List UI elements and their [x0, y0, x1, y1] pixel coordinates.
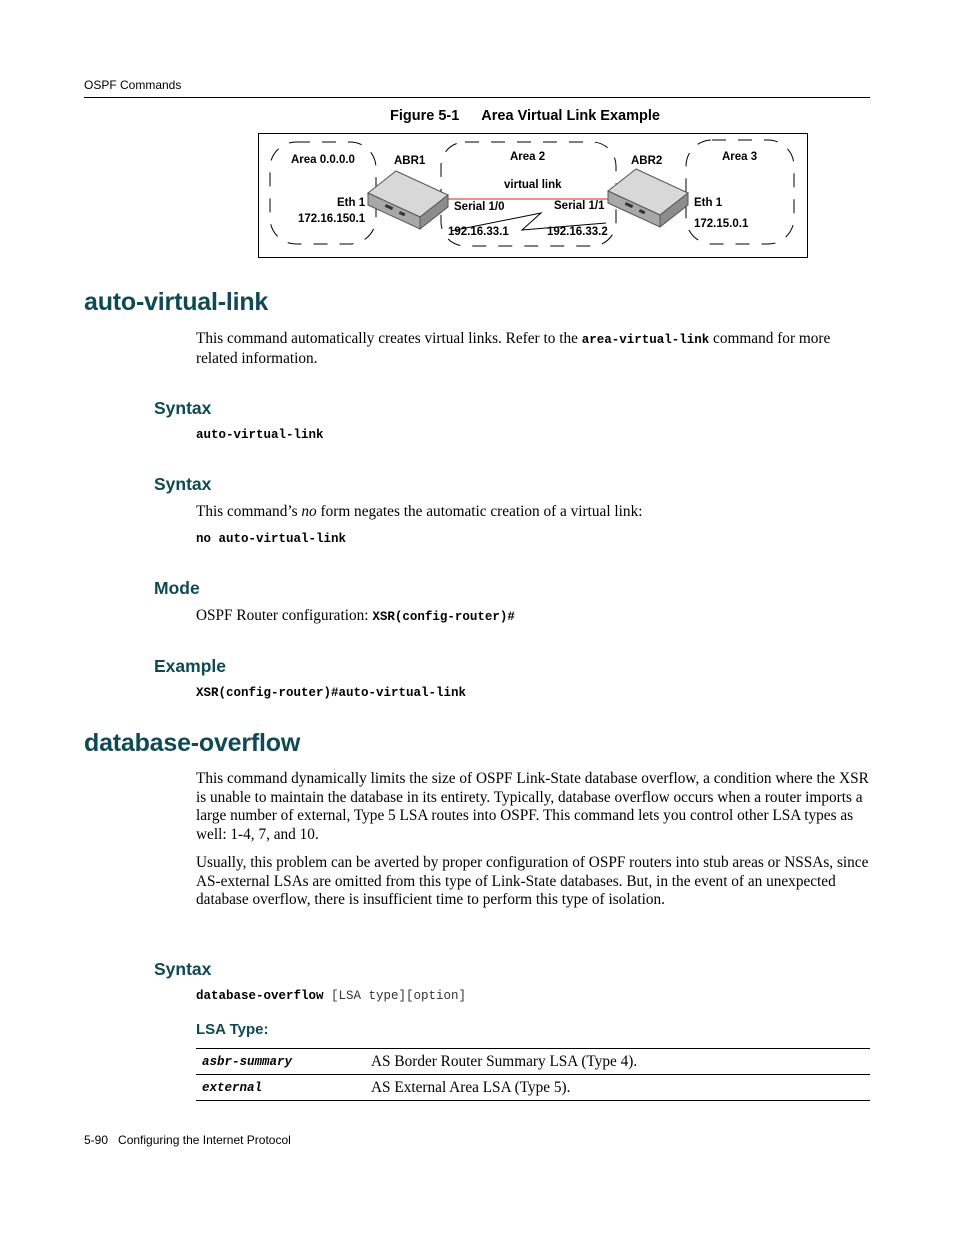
- running-head: OSPF Commands: [84, 78, 182, 92]
- example-heading: Example: [154, 656, 226, 676]
- label-eth1-left: Eth 1: [337, 197, 366, 209]
- database-overflow-para1: This command dynamically limits the size of OSPF Link-State database overflow, a condition where the XSR is unable to maintain the database in its entirety. Typically, database overflow occurs when a router imports a large number of external, Type 5 LSA routes into OSPF. This command lets you control other LSA types as well: 1-4, 7, and 10.: [196, 770, 869, 844]
- syntax-arguments: [LSA type][option]: [323, 989, 467, 1003]
- header-rule: [84, 97, 870, 98]
- lsa-key: asbr-summary: [196, 1049, 365, 1075]
- label-serial10: Serial 1/0: [454, 201, 505, 213]
- table-row: [196, 1075, 870, 1101]
- chapter-title: Configuring the Internet Protocol: [118, 1133, 291, 1147]
- mode-description: OSPF Router configuration: XSR(config-router)#: [196, 607, 515, 624]
- label-area2: Area 2: [510, 151, 546, 163]
- figure-number: Figure 5-1: [390, 108, 460, 124]
- example-command: XSR(config-router)#auto-virtual-link: [196, 686, 467, 700]
- label-abr1: ABR1: [394, 155, 426, 167]
- database-overflow-syntax: database-overflow [LSA type][option]: [196, 989, 467, 1003]
- lsa-description: AS External Area LSA (Type 5).: [365, 1075, 870, 1101]
- no-form-description: This command’s no form negates the automatic creation of a virtual link:: [196, 503, 643, 520]
- mode-prompt: XSR(config-router)#: [372, 610, 515, 624]
- syntax-heading-no-form: Syntax: [154, 474, 212, 494]
- label-ip-left: 172.16.150.1: [298, 213, 366, 225]
- lsa-key: external: [196, 1075, 365, 1101]
- label-ip-s1: 192.16.33.1: [448, 226, 509, 238]
- no-form-command: no auto-virtual-link: [196, 532, 347, 546]
- abr2-router-icon: [608, 169, 688, 227]
- label-eth1-right: Eth 1: [694, 197, 723, 209]
- abr1-router-icon: [368, 171, 448, 229]
- lsa-type-table: [196, 1048, 870, 1101]
- syntax-command: auto-virtual-link: [196, 428, 324, 442]
- page-number: 5-90: [84, 1133, 109, 1147]
- area-virtual-link-diagram: [258, 133, 808, 258]
- syntax-heading-database-overflow: Syntax: [154, 959, 212, 979]
- table-row: [196, 1049, 870, 1075]
- label-abr2: ABR2: [631, 155, 663, 167]
- figure-caption: [390, 108, 660, 124]
- figure-title: Area Virtual Link Example: [481, 108, 660, 124]
- database-overflow-para2: Usually, this problem can be averted by proper configuration of OSPF routers into stub areas or NSSAs, since AS-external LSAs are omitted from this type of Link-State databases. But, in the event of an unexpected database overflow, there is insufficient time to perform this type of isolation.: [196, 854, 869, 909]
- label-ip-s2: 192.16.33.2: [547, 226, 608, 238]
- label-virtual-link: virtual link: [504, 179, 562, 191]
- mode-heading: Mode: [154, 578, 200, 598]
- area-virtual-link-ref: area-virtual-link: [581, 333, 710, 347]
- syntax-heading: Syntax: [154, 398, 212, 418]
- label-serial11: Serial 1/1: [554, 200, 605, 212]
- label-area0: Area 0.0.0.0: [291, 154, 355, 166]
- auto-virtual-link-intro: This command automatically creates virtual links. Refer to the area-virtual-link command for more related information.: [196, 330, 831, 367]
- lsa-description: AS Border Router Summary LSA (Type 4).: [365, 1049, 870, 1075]
- section-title-auto-virtual-link: auto-virtual-link: [84, 288, 269, 316]
- lsa-type-heading: LSA Type:: [196, 1021, 269, 1038]
- page-footer: [84, 1133, 291, 1147]
- label-ip-right: 172.15.0.1: [694, 218, 749, 230]
- label-area3: Area 3: [722, 151, 758, 163]
- section-title-database-overflow: database-overflow: [84, 729, 301, 757]
